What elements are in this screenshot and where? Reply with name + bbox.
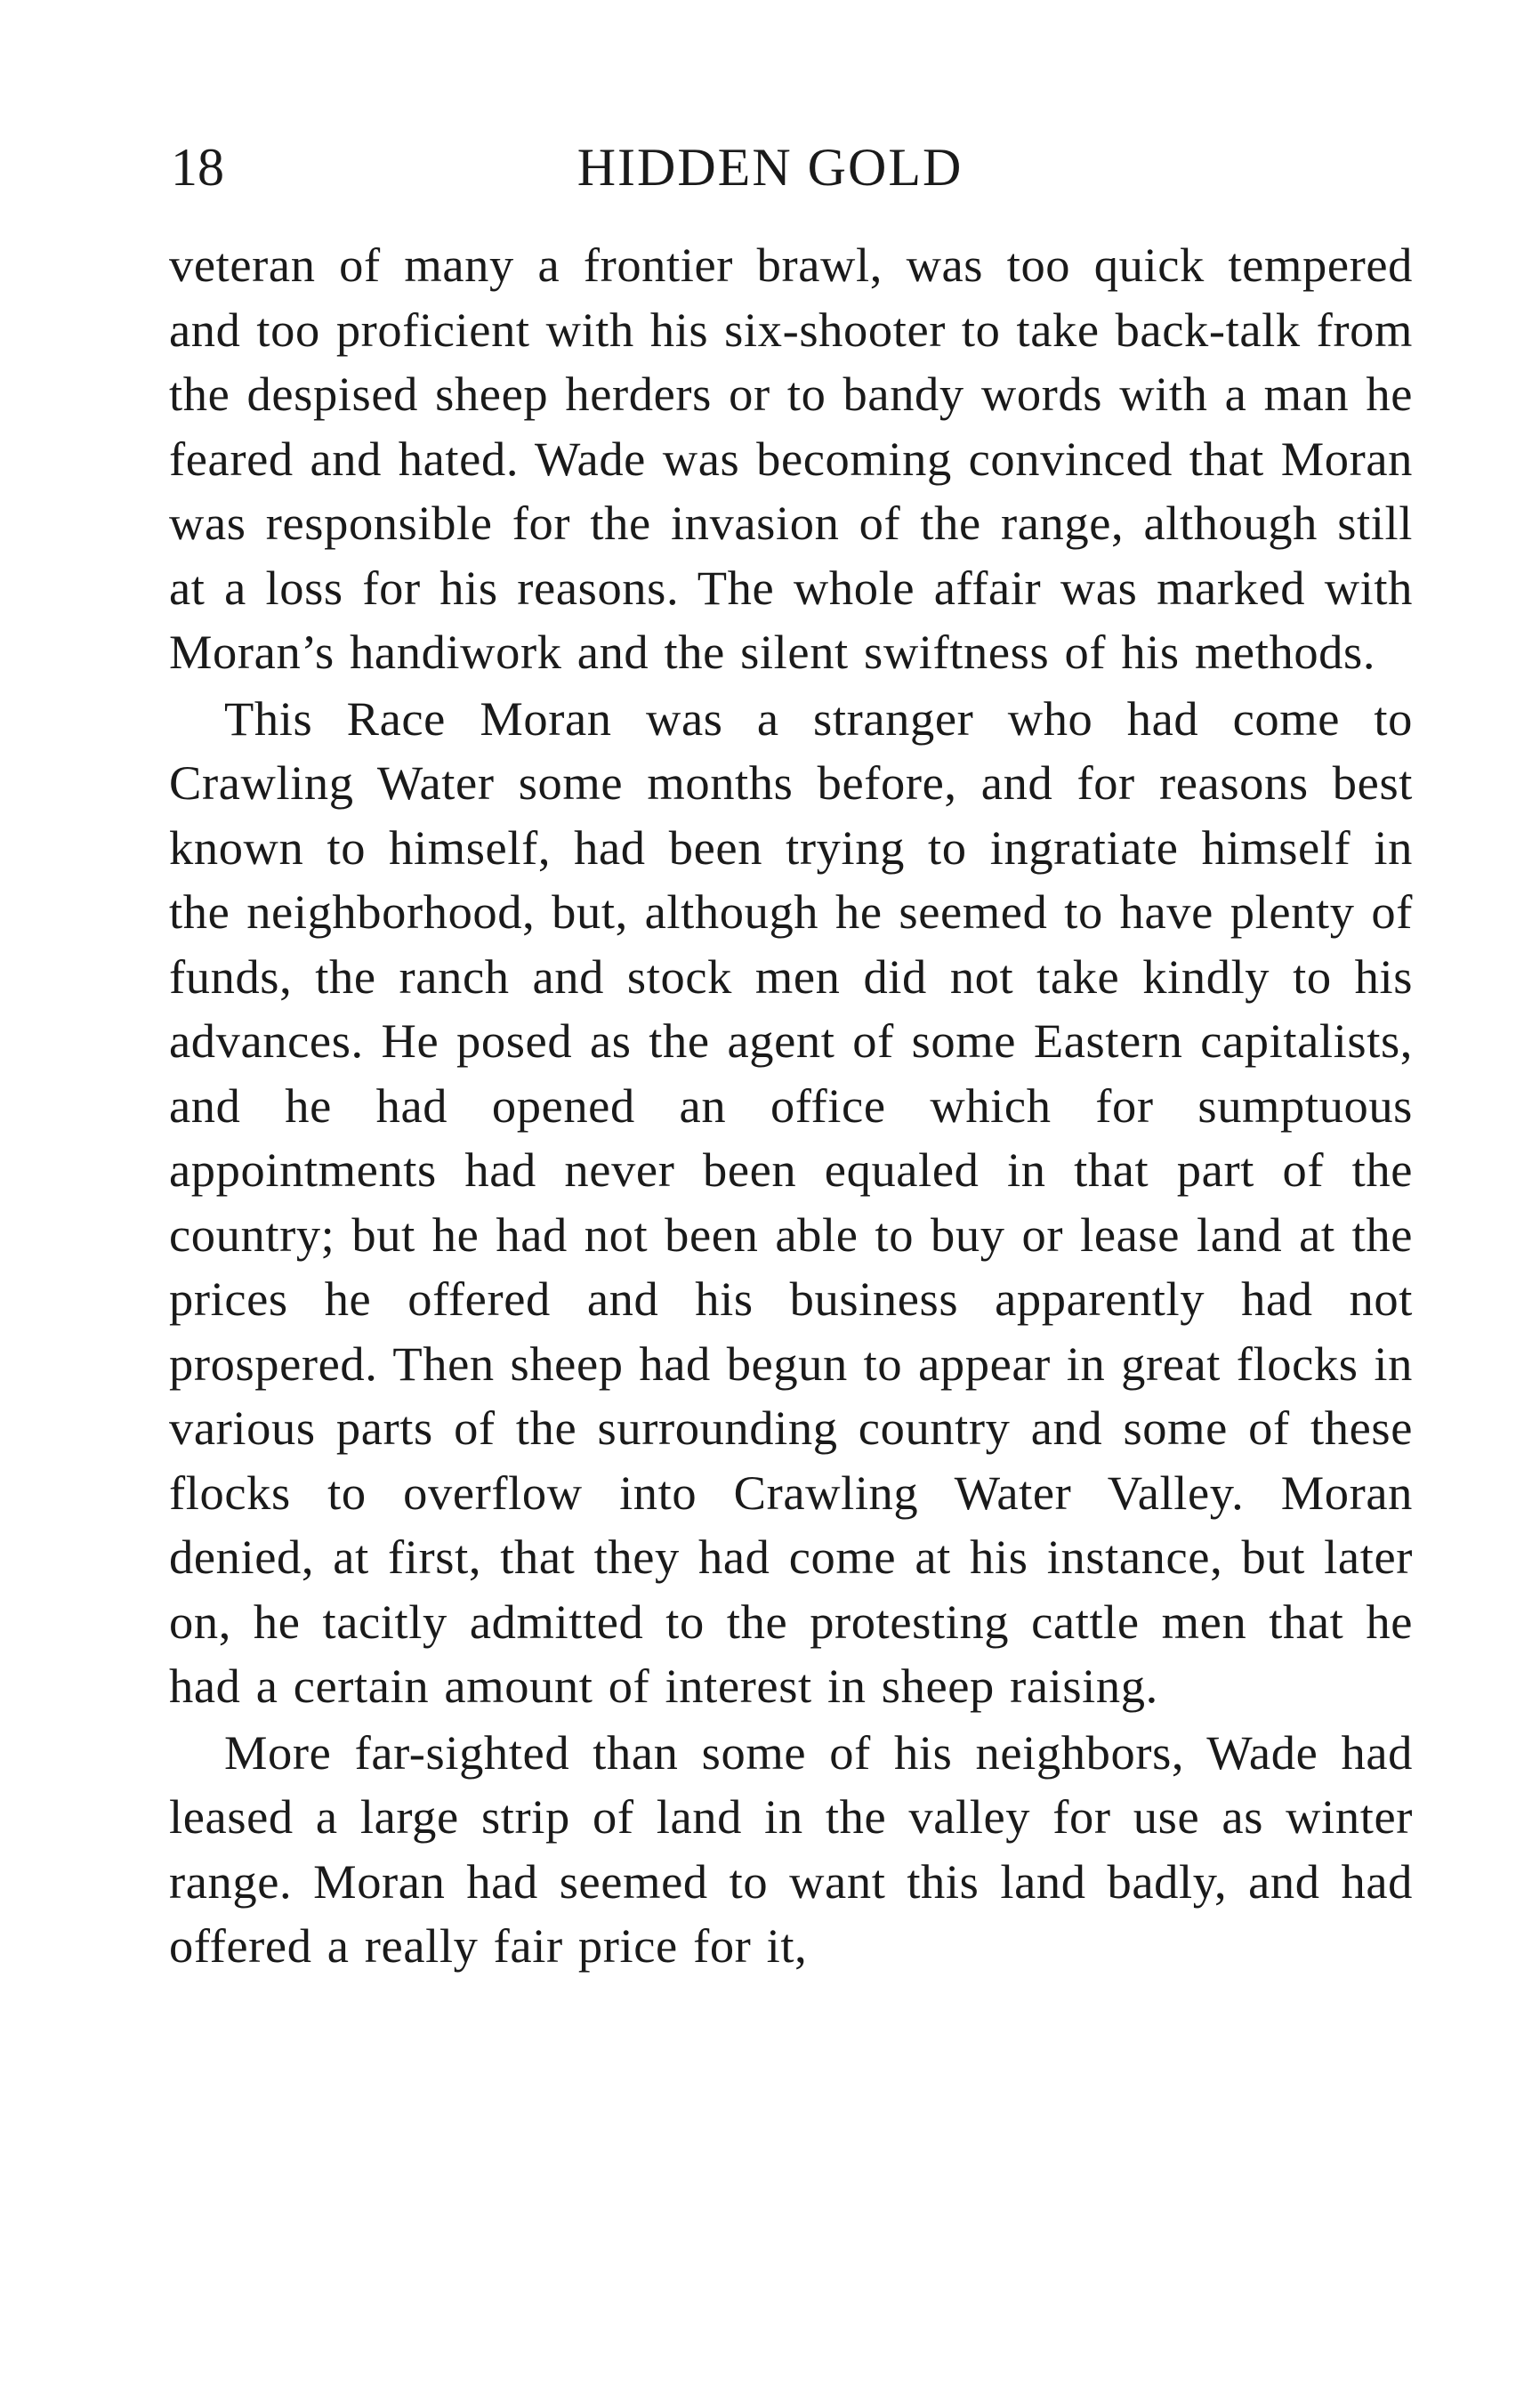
- running-title: HIDDEN GOLD: [576, 138, 964, 197]
- paragraph-continued: veteran of many a frontier brawl, was too quick tempered and too proficient with his six-shooter to take back-talk from the despised sheep herders or to bandy words with a man he feared and hated. Wade was becoming convinced that Moran was responsible for the invasion of the range, although still at a loss for his reasons. The whole affair was marked with Moran’s handiwork and the silent swiftness of his methods.: [169, 238, 1413, 679]
- page-header: [0, 132, 1540, 203]
- paragraph-race-moran: This Race Moran was a stranger who had come to Crawling Water some months before, and for reasons best known to himself, had been trying to ingratiate himself in the neighborhood, but, although he seemed to have plenty of funds, the ranch and stock men did not take kindly to his advances. He posed as the agent of some Eastern capitalists, and he had opened an office which for sumptuous appointments had never been equaled in that part of the country; but he had not been able to buy or lease land at the prices he offered and his business apparently had not prospered. Then sheep had begun to appear in great flocks in various parts of the surrounding country and some of these flocks to overflow into Crawling Water Valley. Moran denied, at first, that they had come at his instance, but later on, he tacitly admitted to the protesting cattle men that he had a certain amount of interest in sheep raising.: [169, 690, 1413, 1713]
- body-text: [169, 233, 1413, 1979]
- paragraph-far-sighted: More far-sighted than some of his neighbors, Wade had leased a large strip of land in the valley for use as winter range. Moran had seemed to want this land badly, and had offered a really fair price for it,: [169, 1724, 1413, 1973]
- page-number: 18: [171, 138, 224, 197]
